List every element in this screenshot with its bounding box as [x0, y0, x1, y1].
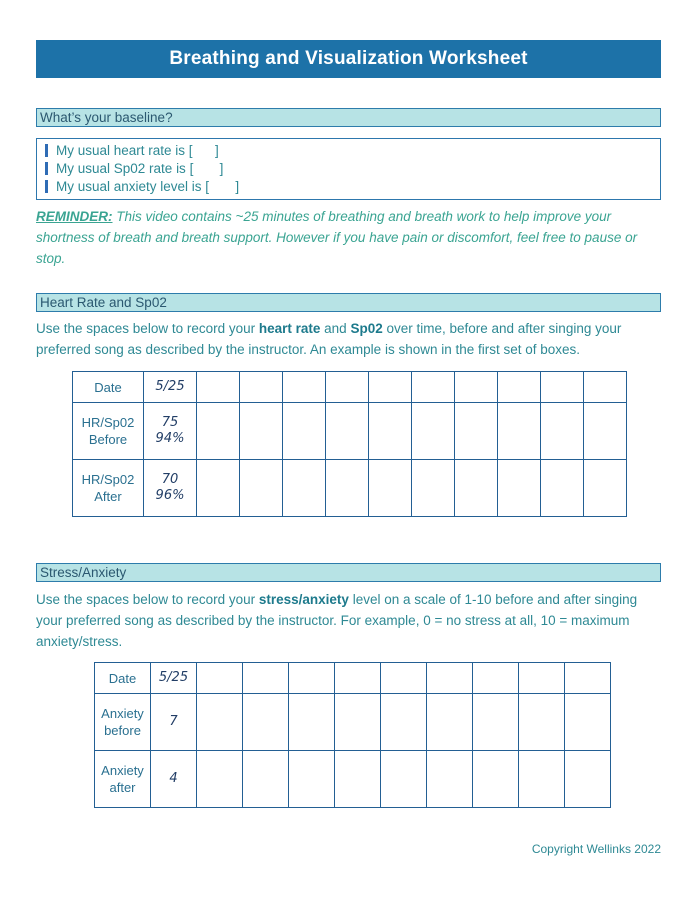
- row-label-cell: [95, 751, 151, 808]
- baseline-anxiety-text: My usual anxiety level is [ ]: [56, 179, 240, 194]
- empty-cell: [412, 460, 455, 517]
- empty-cell: [240, 403, 283, 460]
- stress-anxiety-table: [94, 662, 611, 808]
- empty-cell: [473, 663, 519, 694]
- section-stress-header: [36, 563, 661, 582]
- empty-cell: [541, 460, 584, 517]
- empty-cell: [519, 751, 565, 808]
- empty-cell: [381, 663, 427, 694]
- empty-cell: [473, 751, 519, 808]
- text-segment: level on a scale of 1-10 before and after singing your preferred song as described by the instructor. For example, 0 = no stress at all, 10 = maximum anxiety/stress.: [36, 592, 638, 649]
- stress-table-after-row: [95, 751, 611, 808]
- empty-cell: [289, 663, 335, 694]
- empty-cell: [473, 694, 519, 751]
- empty-cell: [326, 403, 369, 460]
- row-label-cell: Date: [95, 663, 151, 694]
- empty-cell: [584, 403, 627, 460]
- empty-cell: [243, 663, 289, 694]
- empty-cell: [243, 751, 289, 808]
- handwritten-cell: 7: [151, 694, 197, 751]
- empty-cell: [369, 372, 412, 403]
- handwritten-cell: [144, 460, 197, 517]
- section-stress-label: Stress/Anxiety: [40, 565, 127, 580]
- empty-cell: [197, 372, 240, 403]
- empty-cell: [326, 460, 369, 517]
- bold-stress-anxiety: stress/anxiety: [258, 592, 349, 607]
- empty-cell: [584, 460, 627, 517]
- page-title: Breathing and Visualization Worksheet: [169, 48, 528, 69]
- handwritten-line: 70: [161, 472, 179, 487]
- baseline-sp02-text: My usual Sp02 rate is [ ]: [56, 161, 224, 176]
- empty-cell: [541, 372, 584, 403]
- text-cursor-marker: [45, 180, 48, 193]
- text-segment: over time, before and after singing your preferred song as described by the instructor. An example is shown in the first set of boxes.: [36, 321, 622, 357]
- reminder-text: This video contains ~25 minutes of breathing and breath work to help improve your shortness of breath and breath support. However if you have pain or discomfort, feel free to pause or stop.: [36, 209, 638, 266]
- baseline-box: [36, 138, 661, 200]
- empty-cell: [197, 460, 240, 517]
- empty-cell: [565, 694, 611, 751]
- section-baseline-header: [36, 108, 661, 127]
- row-label-line: Anxiety: [101, 763, 144, 778]
- hr-sp02-table: [72, 371, 627, 517]
- bold-sp02: Sp02: [350, 321, 383, 336]
- empty-cell: [541, 403, 584, 460]
- empty-cell: [197, 403, 240, 460]
- row-label-line: Before: [88, 432, 128, 447]
- empty-cell: [335, 694, 381, 751]
- handwritten-line: 94%: [155, 431, 185, 446]
- handwritten-cell: 5/25: [144, 372, 197, 403]
- handwritten-cell: 5/25: [151, 663, 197, 694]
- section-baseline-label: What’s your baseline?: [40, 110, 173, 125]
- empty-cell: [197, 663, 243, 694]
- baseline-line-heart-rate: [45, 142, 654, 160]
- empty-cell: [565, 663, 611, 694]
- hr-table-after-row: [73, 460, 627, 517]
- empty-cell: [240, 372, 283, 403]
- empty-cell: [455, 372, 498, 403]
- baseline-line-anxiety: [45, 178, 654, 196]
- row-label-cell: [73, 403, 144, 460]
- empty-cell: [369, 403, 412, 460]
- empty-cell: [427, 751, 473, 808]
- empty-cell: [335, 663, 381, 694]
- empty-cell: [498, 460, 541, 517]
- empty-cell: [455, 403, 498, 460]
- row-label-line: before: [104, 723, 141, 738]
- empty-cell: [412, 403, 455, 460]
- empty-cell: [335, 751, 381, 808]
- stress-intro-paragraph: [36, 589, 661, 652]
- copyright-footer: Copyright Wellinks 2022: [531, 842, 661, 856]
- empty-cell: [381, 694, 427, 751]
- baseline-heart-rate-text: My usual heart rate is [ ]: [56, 143, 219, 158]
- reminder-paragraph: [36, 206, 661, 269]
- section-heart-rate-label: Heart Rate and Sp02: [40, 295, 167, 310]
- text-segment: Use the spaces below to record your: [36, 592, 259, 607]
- empty-cell: [369, 460, 412, 517]
- reminder-label: REMINDER:: [36, 209, 113, 224]
- empty-cell: [565, 751, 611, 808]
- empty-cell: [243, 694, 289, 751]
- stress-table-before-row: [95, 694, 611, 751]
- text-cursor-marker: [45, 162, 48, 175]
- empty-cell: [326, 372, 369, 403]
- empty-cell: [289, 694, 335, 751]
- empty-cell: [197, 751, 243, 808]
- row-label-line: After: [94, 489, 122, 504]
- hr-table-date-row: [73, 372, 627, 403]
- heart-intro-paragraph: [36, 318, 661, 360]
- row-label-line: after: [109, 780, 136, 795]
- section-heart-rate-header: [36, 293, 661, 312]
- title-bar: [36, 40, 661, 78]
- row-label-cell: [95, 694, 151, 751]
- empty-cell: [519, 694, 565, 751]
- empty-cell: [584, 372, 627, 403]
- handwritten-cell: 4: [151, 751, 197, 808]
- empty-cell: [381, 751, 427, 808]
- row-label-cell: Date: [73, 372, 144, 403]
- handwritten-line: 75: [161, 415, 179, 430]
- empty-cell: [240, 460, 283, 517]
- empty-cell: [455, 460, 498, 517]
- empty-cell: [498, 403, 541, 460]
- empty-cell: [519, 663, 565, 694]
- empty-cell: [283, 372, 326, 403]
- bold-heart-rate: heart rate: [258, 321, 321, 336]
- handwritten-cell: [144, 403, 197, 460]
- row-label-line: HR/Sp02: [81, 472, 135, 487]
- empty-cell: [289, 751, 335, 808]
- handwritten-line: 96%: [155, 488, 185, 503]
- row-label-cell: [73, 460, 144, 517]
- text-cursor-marker: [45, 144, 48, 157]
- text-segment: Use the spaces below to record your: [36, 321, 259, 336]
- empty-cell: [197, 694, 243, 751]
- empty-cell: [412, 372, 455, 403]
- empty-cell: [283, 460, 326, 517]
- text-segment: and: [320, 321, 351, 336]
- row-label-line: HR/Sp02: [81, 415, 135, 430]
- empty-cell: [283, 403, 326, 460]
- stress-table-date-row: [95, 663, 611, 694]
- empty-cell: [498, 372, 541, 403]
- row-label-line: Anxiety: [101, 706, 144, 721]
- baseline-line-sp02: [45, 160, 654, 178]
- empty-cell: [427, 694, 473, 751]
- hr-table-before-row: [73, 403, 627, 460]
- empty-cell: [427, 663, 473, 694]
